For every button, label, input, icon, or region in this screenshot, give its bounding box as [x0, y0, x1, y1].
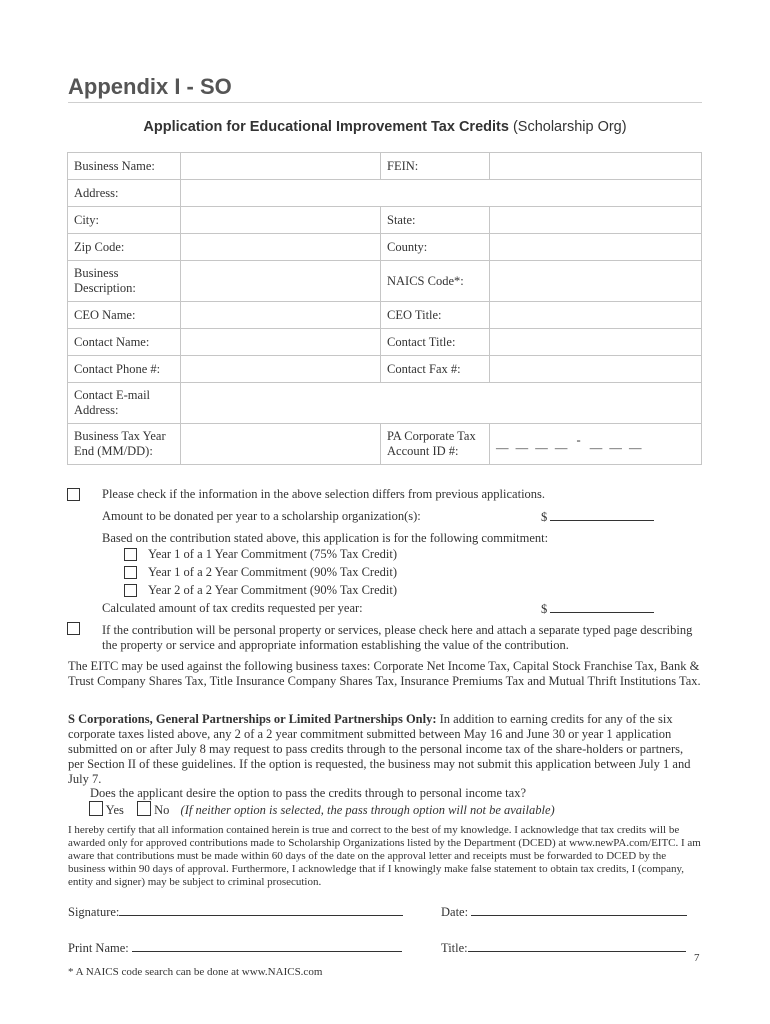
- certification-paragraph: I hereby certify that all information contained herein is true and correct to the best of my knowledge. I acknowledge that tax credits will be awarded only for approved contributions made to Scholarship Organizations listed by the Department (DCED) at www.newPA.com/EITC. I am aware that contributions must be made within 60 days of the date on the approval letter and receipts must be forwarded to DCED by the business within 90 days of approval. Furthermore, I acknowledge that if I knowingly make false statement to obtain tax credits, I (company, entity and signer) may be subject to criminal prosecution.: [68, 824, 701, 888]
- s-corp-paragraph: [68, 712, 702, 787]
- state-field[interactable]: [490, 207, 702, 234]
- title-line[interactable]: [468, 940, 686, 952]
- naics-footnote: * A NAICS code search can be done at www.NAICS.com: [68, 966, 323, 978]
- contact-email-label: Contact E-mail Address:: [68, 383, 181, 424]
- contact-fax-label: Contact Fax #:: [381, 356, 490, 383]
- fein-label: FEIN:: [381, 153, 490, 180]
- zip-label: Zip Code:: [68, 234, 181, 261]
- yes-checkbox[interactable]: [89, 801, 103, 816]
- amount-line: [550, 509, 654, 521]
- amount-field[interactable]: [541, 509, 654, 525]
- contact-name-label: Contact Name:: [68, 329, 181, 356]
- zip-field[interactable]: [181, 234, 381, 261]
- ceo-name-label: CEO Name:: [68, 302, 181, 329]
- account-id-placeholder: [496, 433, 644, 456]
- calculated-line: [550, 601, 654, 613]
- pass-through-question: Does the applicant desire the option to pass the credits through to personal income tax?: [90, 786, 526, 800]
- no-label: No: [154, 803, 170, 817]
- contact-fax-field[interactable]: [490, 356, 702, 383]
- contact-name-field[interactable]: [181, 329, 381, 356]
- calculated-dollar-sign: $: [541, 602, 548, 616]
- amount-label: Amount to be donated per year to a scholarship organization(s):: [102, 509, 421, 523]
- account-id-separator: -: [576, 432, 583, 447]
- s-corp-heading: S Corporations, General Partnerships or Limited Partnerships Only:: [68, 712, 437, 726]
- signature-label: Signature:: [68, 905, 120, 919]
- naics-field[interactable]: [490, 261, 702, 302]
- pa-account-label: PA Corporate Tax Account ID #:: [381, 424, 490, 465]
- calculated-field[interactable]: [541, 601, 654, 617]
- address-label: Address:: [68, 180, 181, 207]
- address-field[interactable]: [181, 180, 702, 207]
- amount-dollar-sign: $: [541, 510, 548, 524]
- subtitle-suffix: (Scholarship Org): [512, 119, 627, 135]
- s-corp-text: In addition to earning credits for any of the six corporate taxes listed above, any 2 of a 2 year commitment submitted between May 16 and June 30 or year 1 application submitted on or after July 8 may request to pass credits through to the personal income tax of the share-holders or partners, per Section II of these guidelines. If the option is requested, the business may not submit this application between July 1 and July 7.: [68, 712, 691, 786]
- option1-checkbox[interactable]: [124, 548, 137, 561]
- ceo-title-label: CEO Title:: [381, 302, 490, 329]
- date-line[interactable]: [471, 904, 687, 916]
- contact-title-field[interactable]: [490, 329, 702, 356]
- print-name-row: [68, 940, 402, 956]
- no-checkbox[interactable]: [137, 801, 151, 816]
- based-on-text: Based on the contribution stated above, this application is for the following commitment:: [102, 531, 549, 545]
- option2-checkbox[interactable]: [124, 566, 137, 579]
- contact-phone-field[interactable]: [181, 356, 381, 383]
- naics-label: NAICS Code*:: [381, 261, 490, 302]
- print-name-label: Print Name:: [68, 941, 129, 955]
- account-id-dashes-right: — — —: [589, 440, 644, 455]
- business-name-label: Business Name:: [68, 153, 181, 180]
- tax-year-end-field[interactable]: [181, 424, 381, 465]
- city-field[interactable]: [181, 207, 381, 234]
- form-subtitle: [0, 119, 770, 135]
- account-id-dashes-left: — — — —: [496, 440, 570, 455]
- fein-field[interactable]: [490, 153, 702, 180]
- yes-label: Yes: [105, 803, 124, 817]
- option2-label: Year 1 of a 2 Year Commitment (90% Tax Credit): [148, 565, 397, 579]
- subtitle-main: Application for Educational Improvement Tax Credits: [143, 119, 509, 135]
- differs-checkbox[interactable]: [67, 488, 80, 501]
- business-info-table: [67, 152, 702, 465]
- eitc-paragraph: The EITC may be used against the following business taxes: Corporate Net Income Tax, Capital Stock Franchise Tax, Bank & Trust Company Shares Tax, Title Insurance Company Shares Tax, Insurance Premiums Tax and Mutual Thrift Institutions Tax.: [68, 659, 701, 688]
- signature-line[interactable]: [119, 904, 403, 916]
- state-label: State:: [381, 207, 490, 234]
- county-label: County:: [381, 234, 490, 261]
- option3-label: Year 2 of a 2 Year Commitment (90% Tax Credit): [148, 583, 397, 597]
- date-label: Date:: [441, 905, 469, 919]
- contact-phone-label: Contact Phone #:: [68, 356, 181, 383]
- page-number: 7: [694, 952, 700, 964]
- differs-text: Please check if the information in the above selection differs from previous applications.: [102, 487, 546, 501]
- option3-checkbox[interactable]: [124, 584, 137, 597]
- ceo-title-field[interactable]: [490, 302, 702, 329]
- option1-label: Year 1 of a 1 Year Commitment (75% Tax Credit): [148, 547, 397, 561]
- business-description-label: Business Description:: [68, 261, 181, 302]
- date-row: [441, 904, 687, 920]
- title-row: [441, 940, 686, 956]
- tax-year-end-label: Business Tax Year End (MM/DD):: [68, 424, 181, 465]
- business-description-field[interactable]: [181, 261, 381, 302]
- calculated-label: Calculated amount of tax credits requested per year:: [102, 601, 363, 615]
- title-label: Title:: [441, 941, 468, 955]
- ceo-name-field[interactable]: [181, 302, 381, 329]
- county-field[interactable]: [490, 234, 702, 261]
- signature-row: [68, 904, 403, 920]
- contact-email-field[interactable]: [181, 383, 702, 424]
- pa-account-field[interactable]: [490, 424, 702, 465]
- property-checkbox[interactable]: [67, 622, 80, 635]
- pass-through-note: (If neither option is selected, the pass through option will not be available): [180, 803, 555, 817]
- contact-title-label: Contact Title:: [381, 329, 490, 356]
- print-name-line[interactable]: [132, 940, 402, 952]
- property-text: If the contribution will be personal property or services, please check here and attach a separate typed page describing the property or service and appropriate information establishing the value of the contribution.: [102, 623, 693, 652]
- business-name-field[interactable]: [181, 153, 381, 180]
- pass-through-options: [89, 801, 702, 818]
- page-title: Appendix I - SO: [68, 74, 702, 103]
- city-label: City:: [68, 207, 181, 234]
